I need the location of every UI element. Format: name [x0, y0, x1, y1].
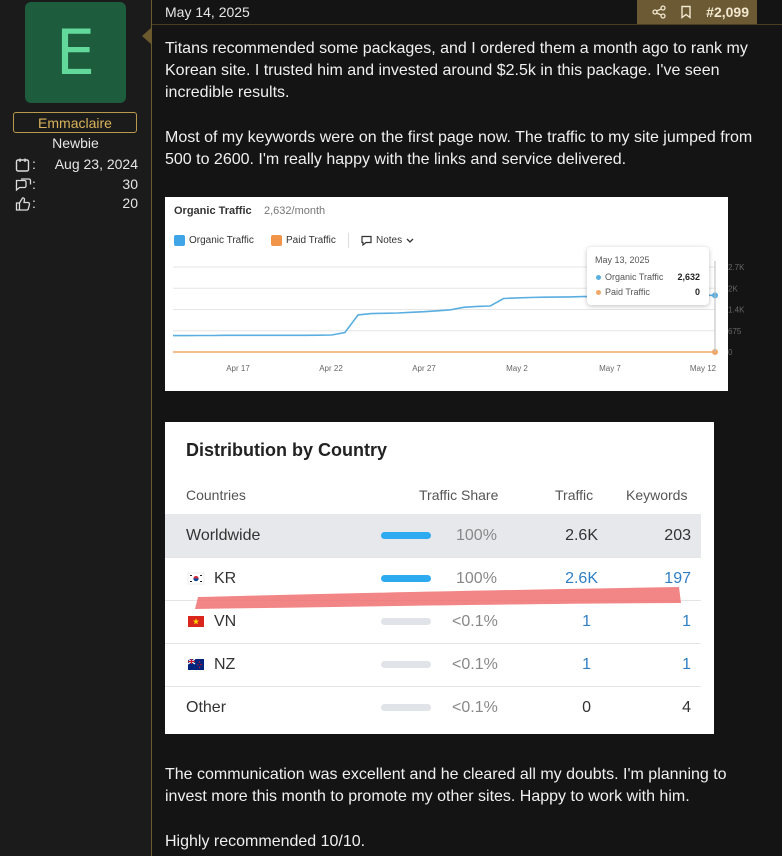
y-tick-label: 1.4K — [728, 305, 745, 315]
paid-dot-icon — [596, 290, 601, 295]
tooltip-paid-label: Paid Traffic — [605, 287, 650, 297]
reaction-count: 20 — [122, 195, 138, 211]
thumbs-up-icon — [14, 195, 32, 213]
table-row — [165, 643, 701, 687]
col-traffic-share[interactable]: Traffic Share — [419, 487, 499, 503]
post-paragraph-3: The communication was excellent and he cleared all my doubts. I'm planning to invest more this month to promote my other sites. Happy to work with him. — [165, 766, 727, 805]
legend-paid[interactable]: Paid Traffic — [271, 235, 336, 246]
stat-reactions: : 20 — [14, 195, 138, 213]
post-tools — [637, 0, 757, 24]
traffic-share: 100% — [456, 527, 497, 544]
x-tick-label: May 7 — [599, 364, 621, 373]
y-tick-label: 2K — [728, 284, 738, 294]
red-highlight-stroke — [195, 585, 682, 611]
user-sidebar — [0, 0, 152, 856]
organic-dot-icon — [596, 275, 601, 280]
stat-joined: : Aug 23, 2024 — [14, 156, 138, 174]
y-tick-label: 675 — [728, 326, 742, 336]
post-header — [152, 0, 782, 25]
distribution-title: Distribution by Country — [186, 440, 387, 460]
traffic-share: <0.1% — [452, 656, 498, 673]
user-rank: Newbie — [52, 135, 99, 151]
post-paragraph-1: Titans recommended some packages, and I ordered them a month ago to rank my Korean site. I trusted him and invested around $2.5k in this package. I've seen incredible results. — [165, 40, 748, 101]
x-tick-label: May 2 — [506, 364, 528, 373]
traffic-value[interactable]: 1 — [582, 656, 591, 673]
table-row — [165, 514, 701, 558]
share-bar — [381, 618, 431, 625]
keywords-value[interactable]: 197 — [664, 570, 691, 587]
post-paragraph-4: Highly recommended 10/10. — [165, 833, 366, 850]
message-count: 30 — [122, 176, 138, 192]
keywords-value: 203 — [664, 527, 691, 544]
x-tick-label: Apr 27 — [412, 364, 436, 373]
share-bar — [381, 661, 431, 668]
x-tick-label: Apr 22 — [319, 364, 343, 373]
country-name: Other — [186, 699, 227, 716]
username-badge[interactable]: Emmaclaire — [13, 112, 137, 133]
chart-tooltip — [587, 247, 709, 305]
country-name[interactable]: VN — [214, 613, 237, 630]
traffic-value: 2.6K — [565, 527, 598, 544]
avatar-letter: E — [55, 16, 96, 89]
bookmark-icon[interactable] — [680, 5, 692, 19]
tooltip-organic-value: 2,632 — [677, 272, 700, 282]
post-paragraph-2: Most of my keywords were on the first page now. The traffic to my site jumped from 500 to 2600. I'm really happy with the links and service delivered. — [165, 129, 753, 168]
share-bar — [381, 704, 431, 711]
share-icon[interactable] — [652, 5, 666, 19]
tooltip-organic-label: Organic Traffic — [605, 272, 664, 282]
traffic-value[interactable]: 1 — [582, 613, 591, 630]
nz-flag-icon — [188, 659, 204, 670]
joined-date: Aug 23, 2024 — [54, 156, 138, 172]
vn-flag-icon — [188, 616, 204, 627]
post-date[interactable]: May 14, 2025 — [165, 4, 250, 20]
traffic-value[interactable]: 2.6K — [565, 570, 598, 587]
tooltip-date: May 13, 2025 — [595, 255, 650, 265]
tooltip-paid-value: 0 — [694, 287, 700, 297]
calendar-icon — [14, 156, 32, 174]
traffic-share: <0.1% — [452, 699, 498, 716]
country-name[interactable]: NZ — [214, 656, 236, 673]
col-traffic[interactable]: Traffic — [555, 487, 594, 503]
chart-title: Organic Traffic — [174, 205, 252, 217]
legend-organic[interactable]: Organic Traffic — [174, 235, 254, 246]
notes-dropdown[interactable]: Notes — [361, 235, 414, 246]
traffic-share: 100% — [456, 570, 497, 587]
avatar[interactable] — [25, 2, 126, 103]
country-name: Worldwide — [186, 527, 261, 544]
post-number[interactable]: #2,099 — [706, 4, 749, 20]
x-tick-label: Apr 17 — [226, 364, 250, 373]
table-row — [165, 686, 701, 729]
keywords-value: 4 — [682, 699, 691, 716]
keywords-value[interactable]: 1 — [682, 656, 691, 673]
share-bar — [381, 575, 431, 582]
country-name[interactable]: KR — [214, 570, 237, 587]
chat-icon — [14, 176, 32, 194]
traffic-share: <0.1% — [452, 613, 498, 630]
traffic-value: 0 — [582, 699, 591, 716]
y-tick-label: 0 — [728, 348, 733, 357]
avatar-notch — [142, 28, 151, 44]
share-bar — [381, 532, 431, 539]
distribution-by-country — [165, 422, 714, 734]
col-countries[interactable]: Countries — [186, 487, 246, 503]
organic-traffic-chart — [165, 197, 745, 391]
keywords-value[interactable]: 1 — [682, 613, 691, 630]
y-tick-label: 2.7K — [728, 263, 745, 272]
chart-subtitle: 2,632/month — [264, 205, 326, 217]
kr-flag-icon — [188, 573, 204, 584]
x-tick-label: May 12 — [689, 364, 717, 373]
col-keywords[interactable]: Keywords — [626, 487, 688, 503]
stat-messages: : 30 — [14, 176, 138, 194]
